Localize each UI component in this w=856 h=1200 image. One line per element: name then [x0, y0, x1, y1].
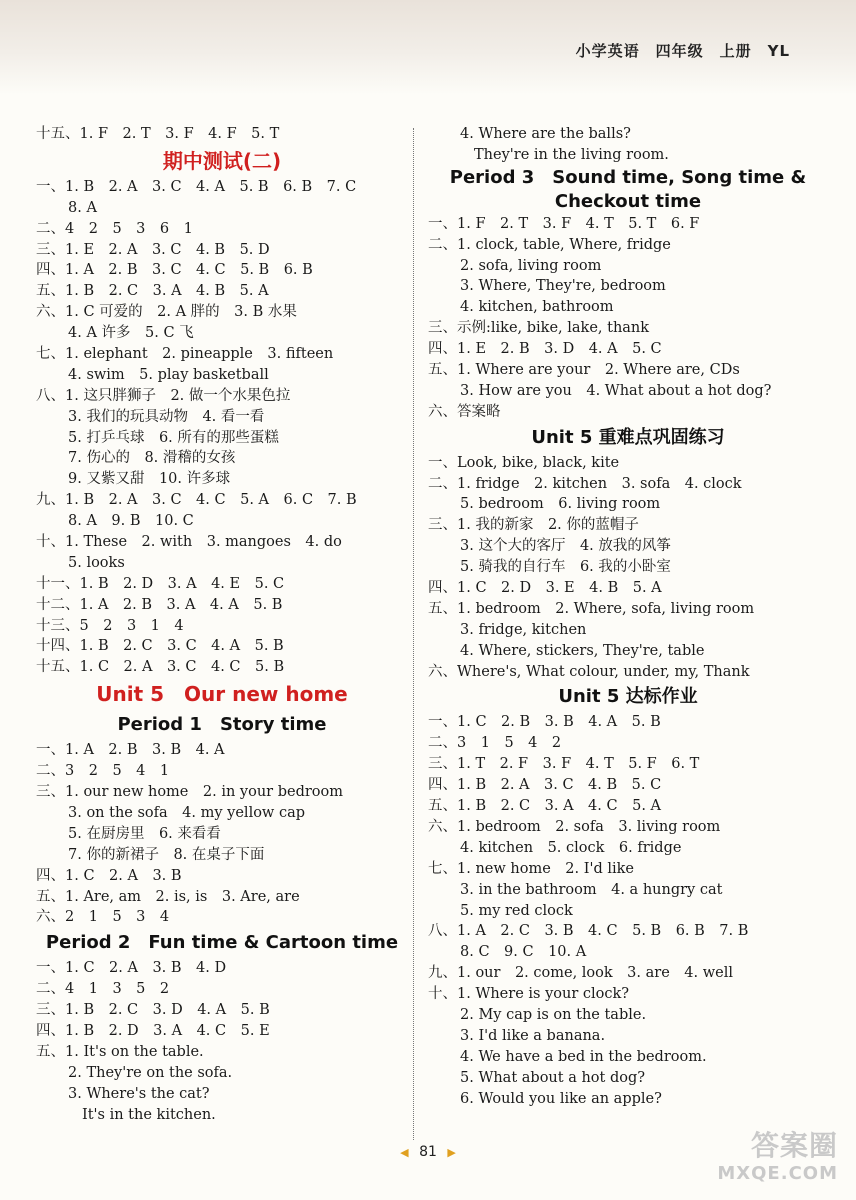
answer-line: 8. C 9. C 10. A: [460, 944, 587, 961]
answer-line: 十四、1. B 2. C 3. C 4. A 5. B: [36, 638, 284, 655]
answer-line: 二、4 1 3 5 2: [36, 981, 170, 998]
answer-line: 4. Where are the balls?: [460, 126, 631, 142]
subsection-heading: Period 1 Story time: [117, 714, 327, 736]
answer-line: 3. in the bathroom 4. a hungry cat: [460, 881, 723, 898]
answer-line: 二、1. clock, table, Where, fridge: [428, 236, 671, 253]
subsection-heading: Unit 5 达标作业: [558, 686, 698, 708]
answer-line: 四、1. C 2. A 3. B: [36, 867, 182, 884]
answer-line: 3. on the sofa 4. my yellow cap: [68, 804, 305, 821]
answer-line: 7. 伤心的 8. 滑稽的女孩: [68, 450, 236, 467]
answer-line: 3. 我们的玩具动物 4. 看一看: [68, 408, 265, 425]
watermark-url: MXQE.COM: [717, 1163, 838, 1184]
answer-line: 3. How are you 4. What about a hot dog?: [460, 382, 772, 399]
answer-line: 二、3 1 5 4 2: [428, 735, 562, 752]
answer-line: 二、3 2 5 4 1: [36, 763, 170, 780]
answer-line: 十、1. These 2. with 3. mangoes 4. do: [36, 534, 342, 551]
answer-line: 九、1. B 2. A 3. C 4. C 5. A 6. C 7. B: [36, 492, 357, 509]
section-heading: Unit 5 Our new home: [96, 682, 348, 707]
answer-line: 5. What about a hot dog?: [460, 1069, 646, 1086]
answer-line: 一、1. C 2. A 3. B 4. D: [36, 960, 227, 977]
answer-line: 2. sofa, living room: [460, 257, 602, 274]
answer-line: 4. swim 5. play basketball: [68, 366, 269, 383]
answer-line: 4. Where, stickers, They're, table: [460, 642, 705, 659]
answer-line: 8. A: [68, 199, 97, 216]
answer-line: 十三、5 2 3 1 4: [36, 617, 184, 634]
subsection-heading: Period 3 Sound time, Song time & Checkout time: [449, 166, 807, 212]
answer-line: 4. We have a bed in the bedroom.: [460, 1048, 707, 1065]
answer-line: 九、1. our 2. come, look 3. are 4. well: [428, 965, 733, 982]
answer-line: 三、1. our new home 2. in your bedroom: [36, 784, 344, 801]
answer-line: 3. fridge, kitchen: [460, 621, 587, 638]
answer-line: 五、1. B 2. C 3. A 4. B 5. A: [36, 283, 269, 300]
prev-page-icon[interactable]: ◀: [400, 1146, 409, 1159]
answer-line: 三、示例:like, bike, lake, thank: [428, 320, 650, 337]
page-header: 小学英语 四年级 上册 YL: [575, 42, 790, 60]
answer-line: 六、1. C 可爱的 2. A 胖的 3. B 水果: [36, 304, 297, 321]
answer-line: 8. A 9. B 10. C: [68, 513, 194, 530]
answer-line: 三、1. E 2. A 3. C 4. B 5. D: [36, 241, 270, 258]
answer-line: 5. looks: [68, 554, 125, 571]
next-page-icon[interactable]: ▶: [447, 1146, 456, 1159]
answer-line: 5. 骑我的自行车 6. 我的小卧室: [460, 559, 671, 576]
answer-line: 3. Where, They're, bedroom: [460, 278, 666, 295]
answer-line: 2. They're on the sofa.: [68, 1064, 233, 1081]
answer-line: 七、1. elephant 2. pineapple 3. fifteen: [36, 346, 334, 363]
answer-line: They're in the living room.: [474, 146, 669, 163]
answer-line: 六、答案略: [428, 403, 501, 420]
answer-line: 3. 这个大的客厅 4. 放我的风筝: [460, 538, 671, 555]
subsection-heading: Period 2 Fun time & Cartoon time: [45, 932, 399, 954]
answer-line: 六、Where's, What colour, under, my, Thank: [428, 663, 750, 680]
answer-line: 五、1. It's on the table.: [36, 1043, 204, 1060]
answer-line: 5. 打乒乓球 6. 所有的那些蛋糕: [68, 429, 279, 446]
answer-line: 4. A 许多 5. C 飞: [68, 325, 194, 342]
answer-line: 四、1. B 2. A 3. C 4. B 5. C: [428, 777, 662, 794]
answer-line: 五、1. B 2. C 3. A 4. C 5. A: [428, 798, 662, 815]
answer-line: 9. 又紫又甜 10. 许多球: [68, 471, 231, 488]
answer-line: 一、Look, bike, black, kite: [428, 454, 620, 471]
answer-line: 三、1. 我的新家 2. 你的蓝帽子: [428, 517, 639, 534]
answer-line: 四、1. A 2. B 3. C 4. C 5. B 6. B: [36, 262, 313, 279]
answer-line: It's in the kitchen.: [82, 1106, 216, 1123]
watermark-text: 答案圈: [750, 1129, 838, 1162]
answer-line: 八、1. A 2. C 3. B 4. C 5. B 6. B 7. B: [428, 923, 749, 940]
answer-line: 一、1. C 2. B 3. B 4. A 5. B: [428, 714, 661, 731]
answer-line: 十一、1. B 2. D 3. A 4. E 5. C: [36, 575, 285, 592]
answer-line: 四、1. C 2. D 3. E 4. B 5. A: [428, 580, 662, 597]
answer-line: 八、1. 这只胖狮子 2. 做一个水果色拉: [36, 387, 291, 404]
answer-line: 6. Would you like an apple?: [460, 1090, 662, 1107]
answer-line: 三、1. T 2. F 3. F 4. T 5. F 6. T: [428, 756, 700, 773]
column-divider: [413, 128, 414, 1140]
answer-line: 一、1. A 2. B 3. B 4. A: [36, 742, 225, 759]
right-column: [428, 124, 828, 1109]
answer-line: 3. Where's the cat?: [68, 1085, 210, 1102]
page-number: 81: [419, 1144, 437, 1160]
answer-line: 二、4 2 5 3 6 1: [36, 220, 193, 237]
answer-line: 5. my red clock: [460, 902, 573, 919]
answer-line: 一、1. F 2. T 3. F 4. T 5. T 6. F: [428, 215, 700, 232]
answer-line: 7. 你的新裙子 8. 在桌子下面: [68, 846, 265, 863]
answer-line: 十五、1. F 2. T 3. F 4. F 5. T: [36, 126, 280, 142]
answer-line: 五、1. bedroom 2. Where, sofa, living room: [428, 600, 755, 617]
answer-line: 十五、1. C 2. A 3. C 4. C 5. B: [36, 659, 285, 676]
answer-line: 六、1. bedroom 2. sofa 3. living room: [428, 818, 721, 835]
answer-line: 五、1. Where are your 2. Where are, CDs: [428, 362, 740, 379]
watermark-logo: [717, 1129, 838, 1188]
answer-line: 5. bedroom 6. living room: [460, 496, 661, 513]
answer-line: 4. kitchen, bathroom: [460, 299, 614, 316]
answer-line: 十二、1. A 2. B 3. A 4. A 5. B: [36, 596, 283, 613]
answer-line: 2. My cap is on the table.: [460, 1006, 647, 1023]
answer-line: 六、2 1 5 3 4: [36, 909, 170, 926]
answer-line: 5. 在厨房里 6. 来看看: [68, 825, 221, 842]
answer-line: 七、1. new home 2. I'd like: [428, 860, 634, 877]
left-column: [36, 124, 408, 1125]
answer-line: 3. I'd like a banana.: [460, 1027, 606, 1044]
section-heading: 期中测试(二): [162, 148, 282, 173]
answer-line: 十、1. Where is your clock?: [428, 986, 630, 1003]
answer-line: 四、1. E 2. B 3. D 4. A 5. C: [428, 341, 662, 358]
answer-line: 一、1. B 2. A 3. C 4. A 5. B 6. B 7. C: [36, 178, 357, 195]
subsection-heading: Unit 5 重难点巩固练习: [531, 426, 725, 448]
answer-line: 四、1. B 2. D 3. A 4. C 5. E: [36, 1022, 270, 1039]
answer-line: 二、1. fridge 2. kitchen 3. sofa 4. clock: [428, 475, 742, 492]
answer-line: 五、1. Are, am 2. is, is 3. Are, are: [36, 888, 300, 905]
answer-line: 三、1. B 2. C 3. D 4. A 5. B: [36, 1002, 270, 1019]
answer-line: 4. kitchen 5. clock 6. fridge: [460, 839, 682, 856]
